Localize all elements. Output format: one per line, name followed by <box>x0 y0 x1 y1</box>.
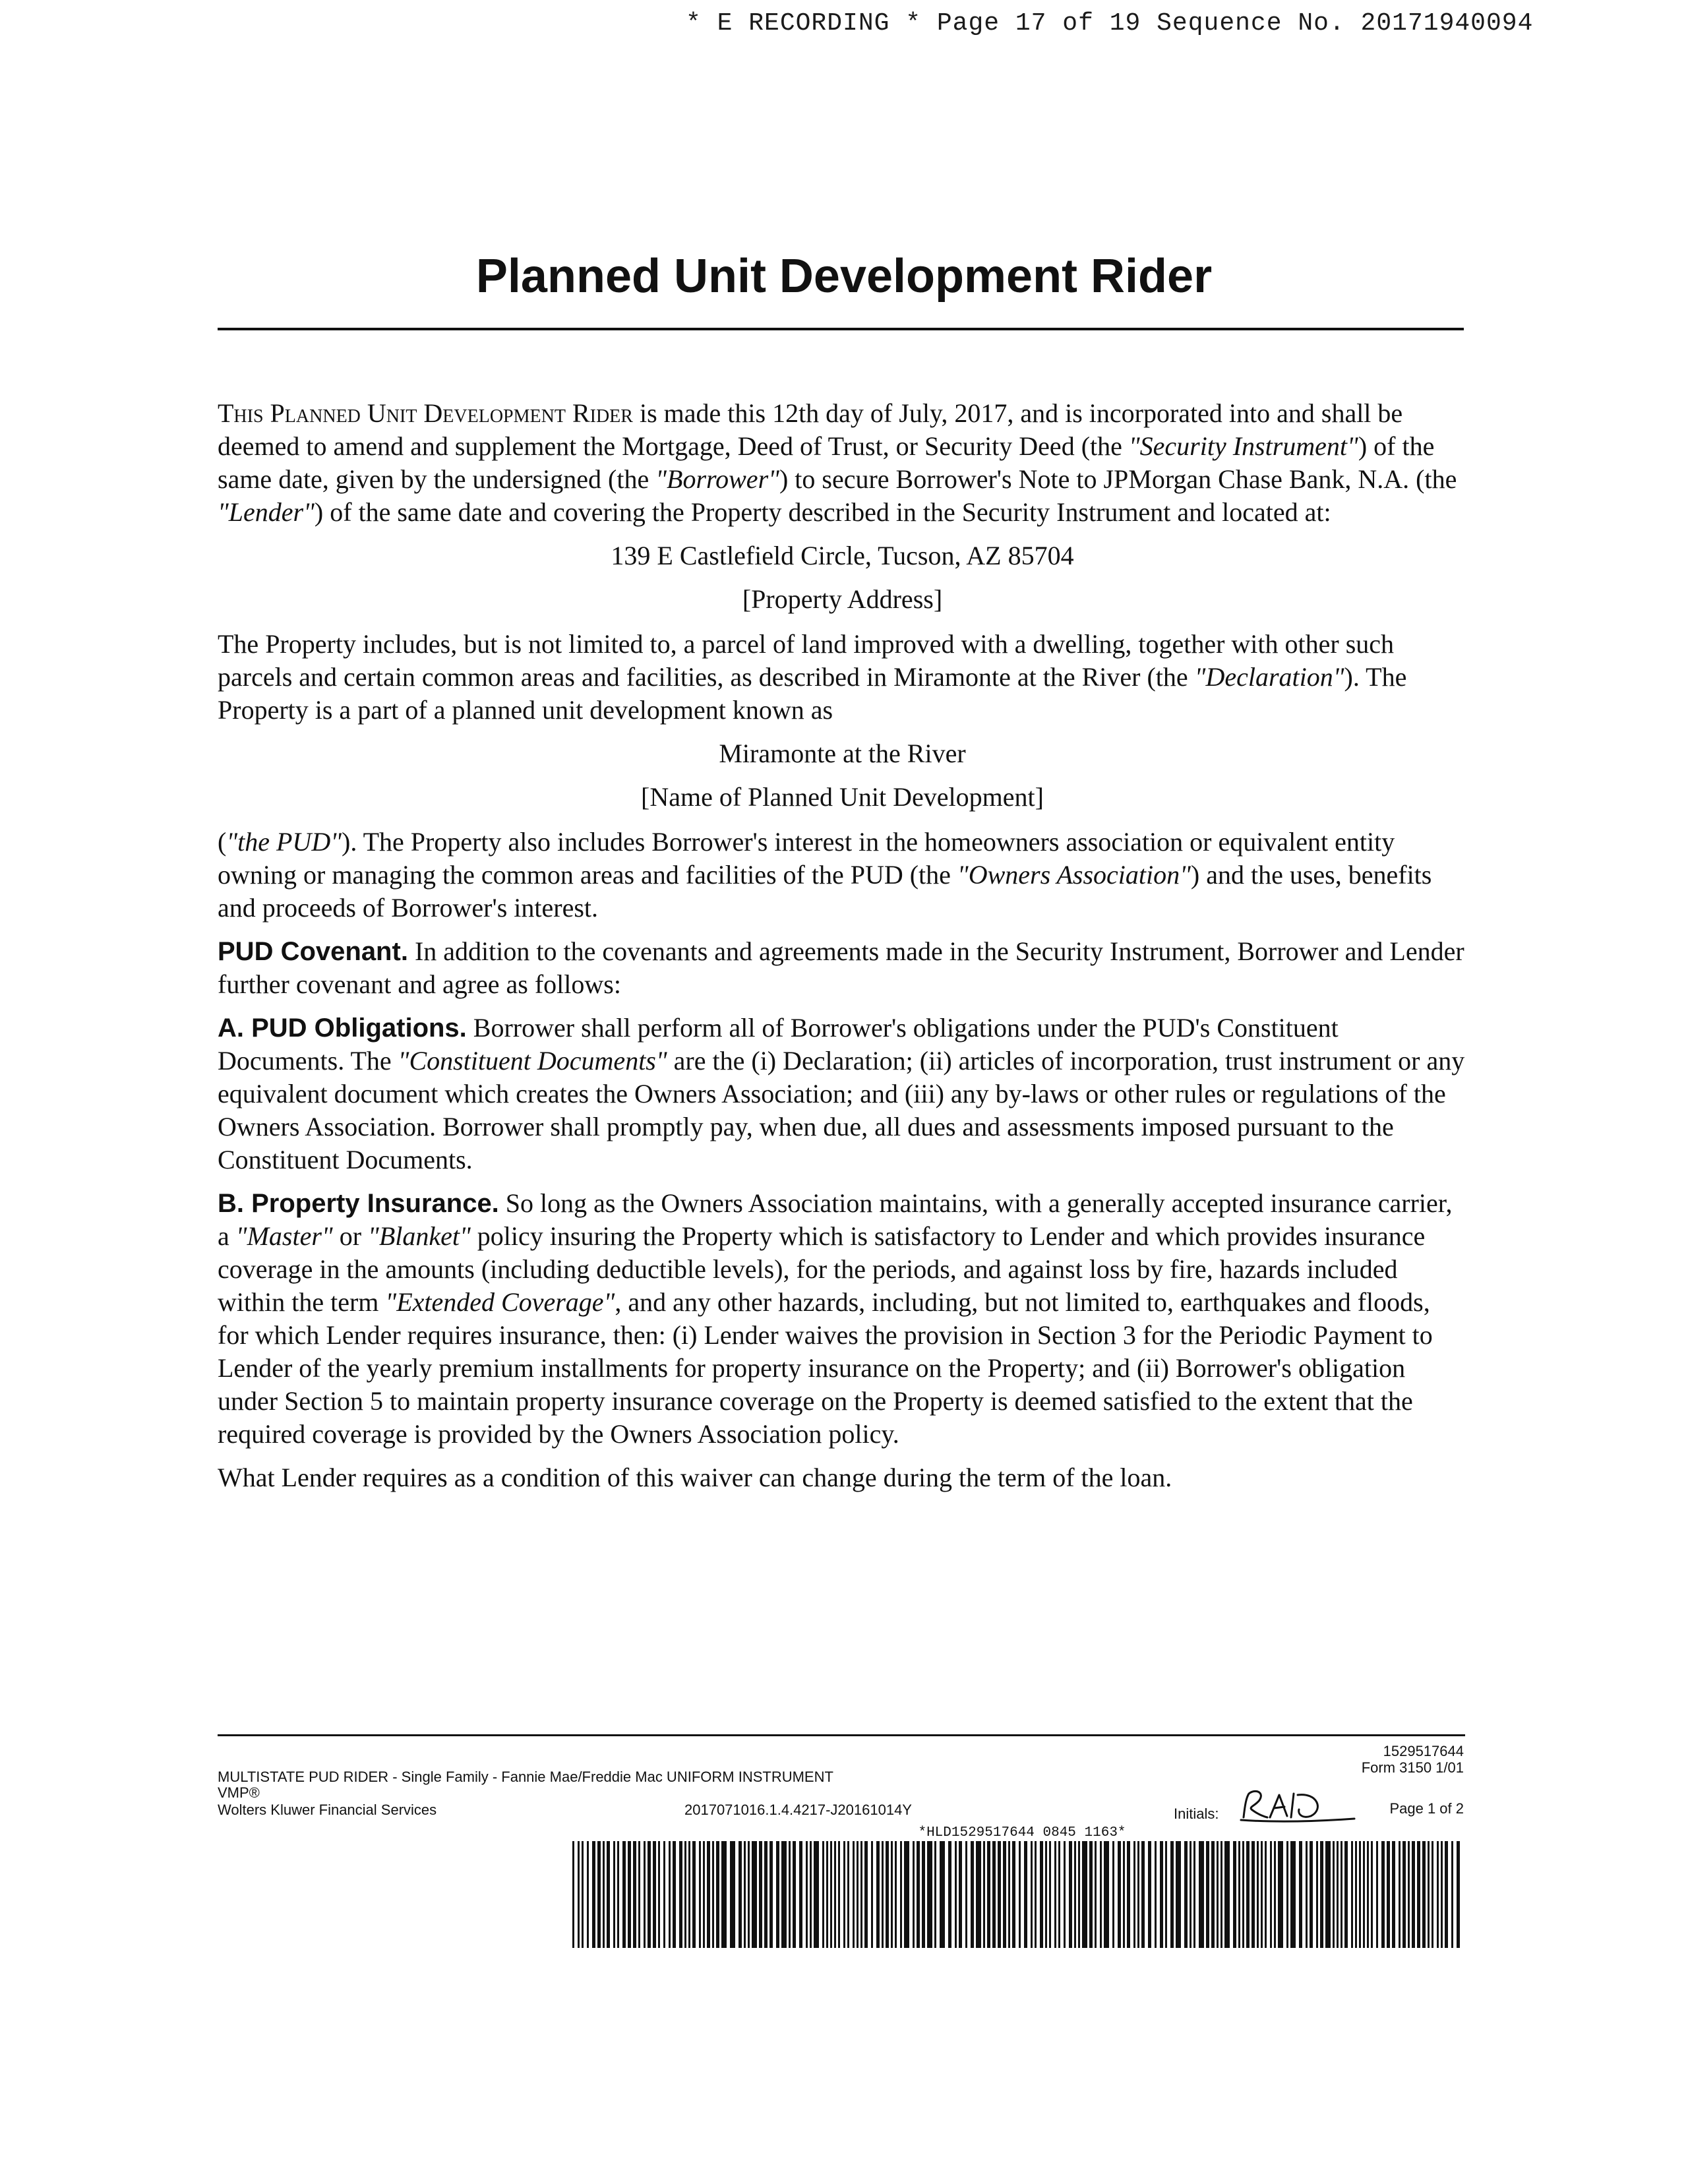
pud-open-paren: ( <box>218 827 227 857</box>
term-owners-association: "Owners Association" <box>957 860 1191 890</box>
document-body <box>218 397 1467 1505</box>
section-a-paragraph <box>218 1012 1467 1176</box>
pud-name: Miramonte at the River <box>719 739 966 768</box>
term-declaration: "Declaration" <box>1194 662 1344 692</box>
intro-text-2: ) of the same date, given by the undersigned (the <box>218 431 1435 494</box>
term-master: "Master" <box>235 1221 333 1251</box>
pud-name-block <box>218 737 1467 814</box>
pud-name-label: [Name of Planned Unit Development] <box>641 782 1044 812</box>
property-text-2: ). The Property is a part of a planned unit development known as <box>218 662 1407 725</box>
property-address-label: [Property Address] <box>742 584 943 614</box>
section-b-heading: B. Property Insurance. <box>218 1189 499 1218</box>
section-b-text-1: So long as the Owners Association maintains, with a generally accepted insurance carrier, a <box>218 1188 1453 1251</box>
property-address: 139 E Castlefield Circle, Tucson, AZ 85704 <box>611 541 1074 570</box>
section-b-paragraph <box>218 1187 1467 1451</box>
intro-paragraph <box>218 397 1467 529</box>
term-constituent-documents: "Constituent Documents" <box>398 1046 667 1076</box>
intro-text-3: ) to secure Borrower's Note to JPMorgan Chase Bank, N.A. (the <box>779 464 1457 494</box>
property-address-block <box>218 539 1467 616</box>
intro-text-1: is made this 12th day of July, 2017, and is incorporated into and shall be deemed to amend and supplement the Mortgage, Deed of Trust, or Security Deed (the <box>218 398 1403 461</box>
term-borrower: "Borrower" <box>655 464 779 494</box>
covenant-paragraph <box>218 935 1467 1001</box>
initials-signature <box>1238 1786 1357 1825</box>
pud-paragraph <box>218 826 1467 925</box>
recording-header: * E RECORDING * Page 17 of 19 Sequence No. 20171940094 <box>686 9 1534 38</box>
footer-form-number: Form 3150 1/01 <box>1361 1759 1464 1776</box>
intro-text-4: ) of the same date and covering the Property described in the Security Instrument and located at: <box>314 497 1331 527</box>
section-a-heading: A. PUD Obligations. <box>218 1014 467 1043</box>
intro-lead: This Planned Unit Development Rider <box>218 398 633 428</box>
barcode <box>572 1841 1465 1948</box>
covenant-heading: PUD Covenant. <box>218 937 408 966</box>
section-b-text-3: policy insuring the Property which is satisfactory to Lender and which provides insurance coverage in the amounts (including deductible levels), for the periods, and against loss by fire, hazards included within the term <box>218 1221 1426 1317</box>
footer-multistate: MULTISTATE PUD RIDER - Single Family - Fannie Mae/Freddie Mac UNIFORM INSTRUMENT <box>218 1769 833 1785</box>
section-b-text-2: or <box>332 1221 369 1251</box>
footer-wolters: Wolters Kluwer Financial Services <box>218 1802 437 1818</box>
footer-vmp: VMP® <box>218 1784 260 1801</box>
barcode-text: *HLD1529517644 0845 1163* <box>918 1825 1126 1840</box>
section-a-text-2: are the (i) Declaration; (ii) articles of incorporation, trust instrument or any equivalent document which creates the Owners Association; and (iii) any by-laws or other rules or regulations of the Owners Association. Borrower shall promptly pay, when due, all dues and assessments imposed pursuant to the Constituent Documents. <box>218 1046 1465 1174</box>
term-security-instrument: "Security Instrument" <box>1128 431 1358 461</box>
section-a-text-1: Borrower shall perform all of Borrower's obligations under the PUD's Constituent Documents. The <box>218 1013 1339 1076</box>
covenant-text: In addition to the covenants and agreements made in the Security Instrument, Borrower and Lender further covenant and agree as follows: <box>218 936 1464 999</box>
document-title: Planned Unit Development Rider <box>475 250 1213 303</box>
term-lender: "Lender" <box>218 497 315 527</box>
term-blanket: "Blanket" <box>368 1221 471 1251</box>
footer-rule <box>218 1734 1465 1736</box>
footer-page-label: Page 1 of 2 <box>1389 1800 1464 1817</box>
term-the-pud: "the PUD" <box>226 827 342 857</box>
pud-text-1: ). The Property also includes Borrower's interest in the homeowners association or equivalent entity owning or managing the common areas and facilities of the PUD (the <box>218 827 1395 890</box>
term-extended-coverage: "Extended Coverage" <box>385 1287 615 1317</box>
pud-text-2: ) and the uses, benefits and proceeds of Borrower's interest. <box>218 860 1432 923</box>
footer-loan-number: 1529517644 <box>1383 1743 1464 1759</box>
footer-doc-code: 2017071016.1.4.4217-J20161014Y <box>684 1802 912 1818</box>
title-underline <box>218 328 1464 330</box>
property-text-1: The Property includes, but is not limited to, a parcel of land improved with a dwelling, together with other such parcels and certain common areas and facilities, as described in Miramonte at the River (the <box>218 629 1395 692</box>
section-b-text-4: , and any other hazards, including, but not limited to, earthquakes and floods, for which Lender requires insurance, then: (i) Lender waives the provision in Section 3 for the Periodic Payment to Lender of the yearly premium installments for property insurance on the Property; and (ii) Borrower's obligation under Section 5 to maintain property insurance coverage on the Property is deemed satisfied to the extent that the required coverage is provided by the Owners Association policy. <box>218 1287 1433 1449</box>
property-paragraph <box>218 628 1467 727</box>
footer-initials-label: Initials: <box>1174 1805 1219 1822</box>
waiver-paragraph: What Lender requires as a condition of this waiver can change during the term of the loan. <box>218 1463 1172 1492</box>
